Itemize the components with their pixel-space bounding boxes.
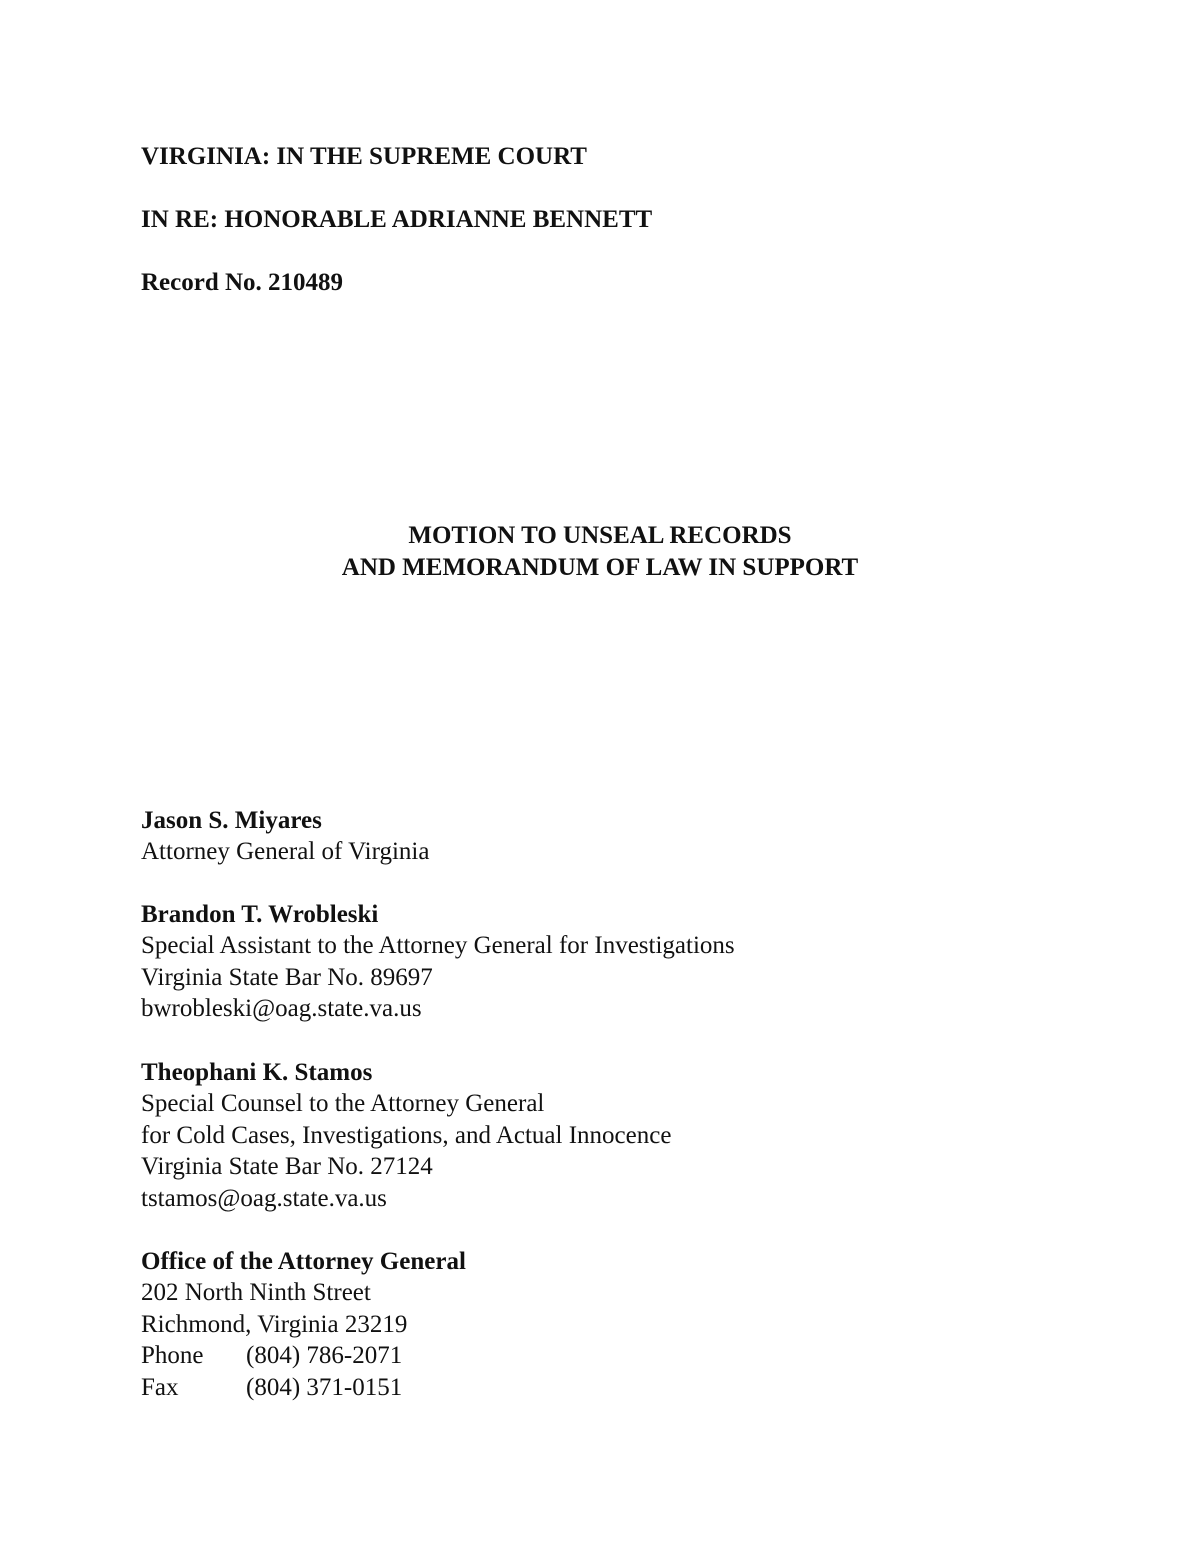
counsel-title: Special Assistant to the Attorney General for Investigations <box>141 932 735 960</box>
office-block <box>141 1246 466 1403</box>
in-re-heading: IN RE: HONORABLE ADRIANNE BENNETT <box>141 206 653 233</box>
fax-label: Fax <box>141 1373 179 1401</box>
title-line-2: AND MEMORANDUM OF LAW IN SUPPORT <box>341 554 859 581</box>
counsel-email: tstamos@oag.state.va.us <box>141 1184 387 1212</box>
counsel-block-miyares <box>141 805 429 868</box>
fax-number: (804) 371-0151 <box>246 1373 403 1401</box>
office-city: Richmond, Virginia 23219 <box>141 1310 408 1338</box>
phone-label: Phone <box>141 1342 204 1370</box>
office-street: 202 North Ninth Street <box>141 1279 371 1307</box>
title-line-1: MOTION TO UNSEAL RECORDS <box>408 522 792 549</box>
record-number: Record No. 210489 <box>141 269 344 296</box>
counsel-block-stamos <box>141 1057 671 1214</box>
phone-number: (804) 786-2071 <box>246 1342 403 1370</box>
counsel-bar-number: Virginia State Bar No. 89697 <box>141 963 433 991</box>
court-heading: VIRGINIA: IN THE SUPREME COURT <box>141 143 587 170</box>
counsel-title: Special Counsel to the Attorney General <box>141 1090 545 1118</box>
counsel-bar-number: Virginia State Bar No. 27124 <box>141 1153 433 1181</box>
counsel-name: Theophani K. Stamos <box>141 1059 373 1086</box>
document-title <box>0 520 1200 584</box>
phone-row <box>141 1340 466 1371</box>
counsel-title-cont: for Cold Cases, Investigations, and Actual Innocence <box>141 1121 672 1149</box>
counsel-block-wrobleski <box>141 899 735 1025</box>
counsel-email: bwrobleski@oag.state.va.us <box>141 995 422 1023</box>
counsel-name: Jason S. Miyares <box>141 807 322 834</box>
counsel-name: Brandon T. Wrobleski <box>141 901 379 928</box>
office-name: Office of the Attorney General <box>141 1248 466 1275</box>
fax-row <box>141 1372 466 1403</box>
counsel-title: Attorney General of Virginia <box>141 838 430 866</box>
